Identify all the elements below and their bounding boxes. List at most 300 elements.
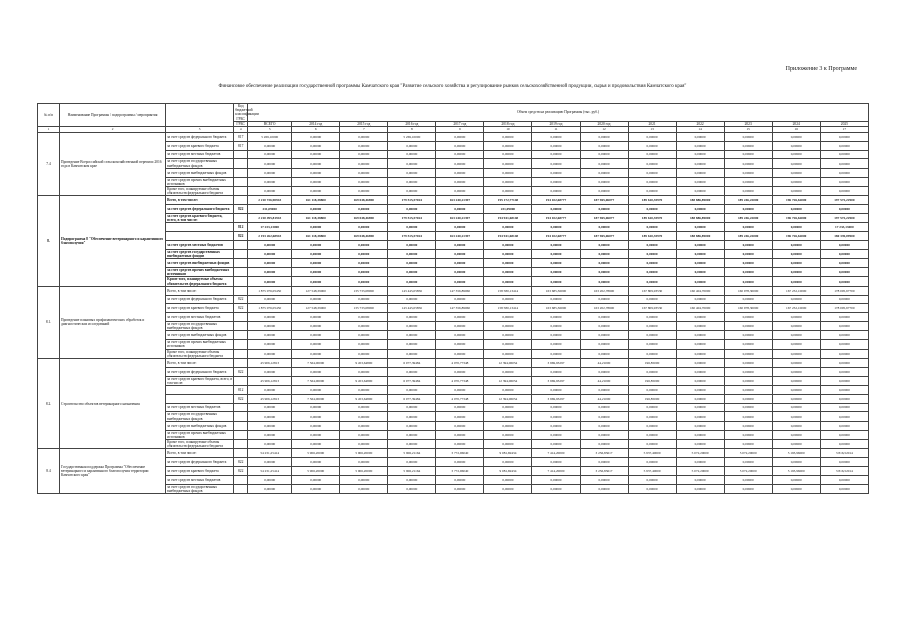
amount-cell: 0,00000 [724,168,772,177]
amount-cell: 0,00000 [580,141,628,150]
amount-cell: 0,00000 [676,141,724,150]
amount-cell: 44,21000 [580,359,628,368]
amount-cell: 0,00000 [292,412,340,421]
amount-cell: 0,00000 [628,421,676,430]
amount-cell: 189 610,35970 [628,196,676,205]
amount-cell: 179 515,57024 [388,232,436,241]
amount-cell: 0,00000 [388,268,436,277]
amount-cell: 0,00000 [340,367,388,376]
funding-source: за счет средств федерального бюджета [166,458,234,467]
grbs-code: 822 [234,467,248,476]
amount-cell: 5 906,20000 [340,449,388,458]
table-header-row [38,104,869,122]
header-year: 2016 год [388,121,436,126]
row-number: 8.2. [38,359,60,449]
amount-cell: 0,00000 [340,277,388,286]
amount-cell: 196,85000 [628,359,676,368]
amount-cell: 0,00000 [772,412,820,421]
amount-cell: 5 193,96000 [772,449,820,458]
funding-source: за счет средств внебюджетных фондов [166,259,234,268]
amount-cell: 169 048,46890 [340,214,388,223]
grbs-code: 822 [234,232,248,241]
amount-cell: 0,00000 [676,430,724,439]
amount-cell: 0,00000 [628,367,676,376]
amount-cell: 0,00000 [580,340,628,349]
column-number: 1 [38,127,60,133]
amount-cell: 0,00000 [292,295,340,304]
amount-cell: 0,00000 [820,367,868,376]
amount-cell: 187 965,06077 [580,232,628,241]
amount-cell: 0,00000 [436,241,484,250]
measure-name: Проведение Всероссийской сельскохозяйственной переписи 2016 года в Камчатском крае [60,133,166,196]
header-year: 2024 [772,121,820,126]
amount-cell: 194 102,68777 [532,196,580,205]
row-number: 8. [38,196,60,286]
amount-cell: 0,00000 [772,313,820,322]
amount-cell: 0,00000 [340,259,388,268]
amount-cell: 0,00000 [248,259,292,268]
table-row [38,196,869,205]
grbs-code [234,475,248,484]
amount-cell: 163 240,21397 [436,196,484,205]
amount-cell: 0,00000 [820,376,868,385]
amount-cell: 0,00000 [676,484,724,493]
amount-cell: 195 172,77148 [484,196,532,205]
amount-cell: 0,00000 [436,484,484,493]
amount-cell: 0,00000 [628,268,676,277]
amount-cell: 0,00000 [292,403,340,412]
amount-cell: 0,00000 [484,331,532,340]
amount-cell: 9 453,64890 [340,394,388,403]
amount-cell: 0,00000 [484,159,532,168]
amount-cell: 0,00000 [628,159,676,168]
amount-cell: 0,00000 [724,187,772,196]
amount-cell: 0,00000 [248,484,292,493]
amount-cell: 0,00000 [436,412,484,421]
amount-cell: 0,00000 [724,331,772,340]
amount-cell: 0,00000 [628,277,676,286]
amount-cell: 0,00000 [532,475,580,484]
amount-cell: 180 339,09900 [820,232,868,241]
amount-cell: 0,00000 [580,187,628,196]
grbs-code [234,349,248,358]
amount-cell: 17 233,13000 [820,223,868,232]
amount-cell: 0,00000 [292,249,340,258]
amount-cell: 0,00000 [388,458,436,467]
funding-source: за счет средств прочих внебюджетных источников [166,177,234,186]
amount-cell: 0,00000 [532,249,580,258]
amount-cell: 17 233,13000 [248,223,292,232]
amount-cell: 0,00000 [532,421,580,430]
grbs-code [234,277,248,286]
amount-cell: 54 231,25414 [248,467,292,476]
amount-cell: 5 937,40000 [628,467,676,476]
amount-cell: 0,00000 [388,177,436,186]
amount-cell: 0,00000 [532,458,580,467]
amount-cell: 0,00000 [628,313,676,322]
funding-source: за счет средств федерального бюджета [166,367,234,376]
grbs-code [234,430,248,439]
amount-cell: 196 726,62000 [772,196,820,205]
amount-cell: 0,00000 [580,268,628,277]
funding-source: за счет средств местных бюджетов [166,403,234,412]
amount-cell: 0,00000 [292,458,340,467]
amount-cell: 161 118,38800 [292,232,340,241]
amount-cell: 0,00000 [820,322,868,331]
amount-cell: 0,00000 [724,412,772,421]
amount-cell: 0,00000 [724,322,772,331]
amount-cell: 7 414,20000 [532,467,580,476]
amount-cell: 0,00000 [340,322,388,331]
amount-cell: 0,00000 [388,322,436,331]
amount-cell: 0,00000 [340,177,388,186]
column-number: 13 [628,127,676,133]
amount-cell: 0,00000 [724,141,772,150]
amount-cell: 0,00000 [532,403,580,412]
amount-cell: 194 941,68148 [484,232,532,241]
amount-cell: 0,00000 [628,484,676,493]
grbs-code [234,331,248,340]
amount-cell: 0,00000 [628,249,676,258]
amount-cell: 0,00000 [340,484,388,493]
amount-cell: 0,00000 [580,421,628,430]
amount-cell: 0,00000 [628,340,676,349]
amount-cell: 0,00000 [292,475,340,484]
amount-cell: 0,00000 [772,150,820,159]
funding-source: Всего, в том числе: [166,449,234,458]
amount-cell: 6 077,39484 [388,359,436,368]
funding-source: за счет средств местных бюджетов [166,241,234,250]
amount-cell: 0,00000 [628,133,676,142]
amount-cell: 0,00000 [388,159,436,168]
amount-cell: 135 733,08000 [340,286,388,295]
amount-cell: 0,00000 [292,177,340,186]
amount-cell: 0,00000 [484,141,532,150]
grbs-code [234,214,248,223]
amount-cell: 0,00000 [436,168,484,177]
amount-cell: 189 246,22000 [724,214,772,223]
amount-cell: 0,00000 [820,394,868,403]
amount-cell: 0,00000 [292,277,340,286]
column-number: 5 [248,127,292,133]
finance-table [37,103,869,494]
amount-cell: 45 906,12813 [248,394,292,403]
amount-cell: 0,00000 [532,340,580,349]
amount-cell: 0,00000 [436,277,484,286]
amount-cell: 0,00000 [628,430,676,439]
amount-cell: 169 048,46890 [340,196,388,205]
amount-cell: 0,00000 [388,277,436,286]
grbs-code [234,313,248,322]
amount-cell: 0,00000 [772,223,820,232]
amount-cell: 231,09000 [484,205,532,214]
amount-cell: 0,00000 [436,458,484,467]
amount-cell: 0,00000 [820,295,868,304]
column-number: 10 [484,127,532,133]
amount-cell: 0,00000 [340,340,388,349]
amount-cell: 0,00000 [292,313,340,322]
funding-source: за счет средств федерального бюджета [166,295,234,304]
amount-cell: 0,00000 [340,168,388,177]
amount-cell: 5 072,20000 [676,467,724,476]
amount-cell: 0,00000 [724,440,772,449]
grbs-code [234,322,248,331]
amount-cell: 0,00000 [820,386,868,395]
amount-cell: 0,00000 [388,313,436,322]
amount-cell: 0,00000 [248,458,292,467]
amount-cell: 0,00000 [436,430,484,439]
amount-cell: 0,00000 [436,340,484,349]
amount-cell: 0,00000 [292,386,340,395]
amount-cell: 0,00000 [676,359,724,368]
amount-cell: 0,00000 [772,475,820,484]
grbs-code [234,421,248,430]
amount-cell: 0,00000 [292,241,340,250]
amount-cell: 4 070,77348 [436,359,484,368]
amount-cell: 9 081,69434 [484,449,532,458]
amount-cell: 0,00000 [724,421,772,430]
amount-cell: 0,00000 [484,241,532,250]
amount-cell: 0,00000 [436,223,484,232]
column-number: 2 [60,127,166,133]
amount-cell: 0,00000 [724,223,772,232]
amount-cell: 179 515,57024 [388,214,436,223]
amount-cell: 5 906,20000 [292,467,340,476]
amount-cell: 0,00000 [484,150,532,159]
amount-cell: 0,00000 [436,259,484,268]
amount-cell: 0,00000 [484,249,532,258]
amount-cell: 45 906,12813 [248,359,292,368]
header-no: № п/п [38,104,60,127]
grbs-code [234,403,248,412]
amount-cell: 158 580,13414 [484,304,532,313]
amount-cell: 0,00000 [248,313,292,322]
amount-cell: 0,00000 [436,386,484,395]
amount-cell: 0,00000 [628,331,676,340]
amount-cell: 0,00000 [484,168,532,177]
amount-cell: 0,00000 [676,168,724,177]
amount-cell: 0,00000 [772,133,820,142]
amount-cell: 0,00000 [820,241,868,250]
amount-cell: 194 102,68777 [532,214,580,223]
amount-cell: 0,00000 [436,133,484,142]
amount-cell: 0,00000 [484,403,532,412]
amount-cell: 0,00000 [676,386,724,395]
amount-cell: 0,00000 [532,177,580,186]
amount-cell: 161 118,38800 [292,196,340,205]
amount-cell: 0,00000 [388,386,436,395]
amount-cell: 0,00000 [820,168,868,177]
funding-source: за счет средств краевого бюджета, всего, в том числе: [167,376,233,385]
header-year: 2025 [820,121,868,126]
amount-cell: 0,00000 [724,268,772,277]
header-year: 2022 [676,121,724,126]
amount-cell: 0,00000 [628,141,676,150]
amount-cell: 0,00000 [676,367,724,376]
amount-cell: 187 965,06077 [580,214,628,223]
amount-cell: 0,00000 [248,168,292,177]
amount-cell: 0,00000 [628,168,676,177]
amount-cell: 0,00000 [340,205,388,214]
amount-cell: 0,00000 [248,340,292,349]
amount-cell: 12 394,06054 [484,359,532,368]
amount-cell: 0,00000 [580,295,628,304]
amount-cell: 0,00000 [724,295,772,304]
amount-cell: 0,00000 [248,241,292,250]
amount-cell: 0,00000 [388,340,436,349]
amount-cell: 2 210 495,81943 [248,214,292,223]
amount-cell: 44,21000 [580,394,628,403]
funding-source [166,394,234,403]
amount-cell: 3 772,96040 [436,467,484,476]
amount-cell: 169 048,46890 [340,232,388,241]
amount-cell: 0,00000 [772,484,820,493]
amount-cell: 0,00000 [436,141,484,150]
amount-cell: 3 969,93297 [532,376,580,385]
amount-cell: 0,00000 [388,150,436,159]
amount-cell: 0,00000 [340,331,388,340]
amount-cell: 0,00000 [676,241,724,250]
amount-cell: 0,00000 [436,313,484,322]
amount-cell: 0,00000 [436,349,484,358]
amount-cell: 0,00000 [772,159,820,168]
amount-cell: 0,00000 [724,241,772,250]
amount-cell: 0,00000 [580,313,628,322]
amount-cell: 147 356,89060 [436,286,484,295]
amount-cell: 0,00000 [724,277,772,286]
amount-cell: 0,00000 [532,133,580,142]
amount-cell: 0,00000 [580,177,628,186]
amount-cell: 0,00000 [388,223,436,232]
amount-cell: 0,00000 [340,386,388,395]
amount-cell: 5 072,20000 [724,449,772,458]
amount-cell: 0,00000 [388,403,436,412]
funding-source [166,386,234,395]
grbs-code [234,249,248,258]
amount-cell: 3 969,93297 [532,394,580,403]
amount-cell: 0,00000 [436,421,484,430]
amount-cell: 0,00000 [484,295,532,304]
amount-cell: 0,00000 [580,412,628,421]
amount-cell: 0,00000 [292,430,340,439]
amount-cell: 189 246,22000 [724,232,772,241]
amount-cell: 0,00000 [772,331,820,340]
funding-source: Всего, в том числе: [166,196,234,205]
amount-cell: 0,00000 [388,430,436,439]
amount-cell: 0,00000 [676,205,724,214]
amount-cell: 0,00000 [820,484,868,493]
amount-cell: 0,00000 [484,484,532,493]
amount-cell: 5 906,21164 [388,467,436,476]
amount-cell: 0,00000 [248,277,292,286]
amount-cell: 0,00000 [724,249,772,258]
amount-cell: 3 256,83617 [580,449,628,458]
amount-cell: 0,00000 [580,475,628,484]
amount-cell: 0,00000 [340,440,388,449]
amount-cell: 0,00000 [388,475,436,484]
amount-cell: 196 726,62000 [772,214,820,223]
amount-cell: 0,00000 [292,141,340,150]
amount-cell: 0,00000 [292,205,340,214]
amount-cell: 0,00000 [388,349,436,358]
amount-cell: 0,00000 [532,150,580,159]
amount-cell: 0,00000 [388,249,436,258]
header-year: 2020 год [580,121,628,126]
funding-source: за счет средств государственных внебюджетных фондов [166,322,234,331]
amount-cell: 0,00000 [484,187,532,196]
column-number: 7 [340,127,388,133]
amount-cell: 0,00000 [820,177,868,186]
amount-cell: 163 240,21397 [436,214,484,223]
amount-cell: 0,00000 [484,259,532,268]
amount-cell: 194 102,68777 [532,232,580,241]
amount-cell: 0,00000 [484,340,532,349]
amount-cell: 0,00000 [248,386,292,395]
column-number: 4 [234,127,248,133]
grbs-code: 822 [234,295,248,304]
amount-cell: 0,00000 [724,133,772,142]
row-number: 8.4 [38,449,60,494]
grbs-code: 822 [234,458,248,467]
amount-cell: 0,00000 [676,322,724,331]
amount-cell: 0,00000 [580,223,628,232]
amount-cell: 0,00000 [388,412,436,421]
amount-cell: 0,00000 [388,205,436,214]
header-year: 2014 год [292,121,340,126]
amount-cell: 0,00000 [388,259,436,268]
funding-source: за счет средств краевого бюджета, всего, в том числе: [166,214,234,223]
amount-cell: 6 077,39484 [388,394,436,403]
grbs-code: 822 [234,394,248,403]
funding-source: за счет средств краевого бюджета [166,141,234,150]
amount-cell: 0,00000 [484,430,532,439]
amount-cell: 0,00000 [340,295,388,304]
header-year: 2018 год [484,121,532,126]
amount-cell: 4 070,77348 [436,394,484,403]
amount-cell: 0,00000 [820,133,868,142]
amount-cell: 0,00000 [484,313,532,322]
amount-cell: 7 564,00000 [292,376,340,385]
amount-cell: 0,00000 [292,340,340,349]
amount-cell: 0,00000 [388,331,436,340]
amount-cell: 6 077,39484 [388,376,436,385]
amount-cell: 0,00000 [772,241,820,250]
amount-cell: 0,00000 [772,403,820,412]
amount-cell: 0,00000 [772,386,820,395]
amount-cell: 0,00000 [436,403,484,412]
amount-cell: 0,00000 [580,403,628,412]
amount-cell: 0,00000 [340,223,388,232]
amount-cell: 0,00000 [248,430,292,439]
amount-cell: 0,00000 [580,150,628,159]
grbs-code: 822 [234,304,248,313]
amount-cell: 0,00000 [248,187,292,196]
amount-cell: 0,00000 [628,177,676,186]
amount-cell: 0,00000 [532,259,580,268]
amount-cell: 167 809,93530 [628,286,676,295]
amount-cell: 0,00000 [292,159,340,168]
amount-cell: 0,00000 [580,168,628,177]
funding-source: Кроме того, планируемые объемы обязательств федерального бюджета [166,187,234,196]
amount-cell: 0,00000 [628,187,676,196]
amount-cell: 0,00000 [820,331,868,340]
amount-cell: 0,00000 [340,133,388,142]
amount-cell: 0,00000 [388,484,436,493]
amount-cell: 197 572,22900 [820,196,868,205]
amount-cell: 0,00000 [388,141,436,150]
amount-cell: 0,00000 [340,403,388,412]
funding-source: за счет средств государственных внебюджетных фондов [166,159,234,168]
